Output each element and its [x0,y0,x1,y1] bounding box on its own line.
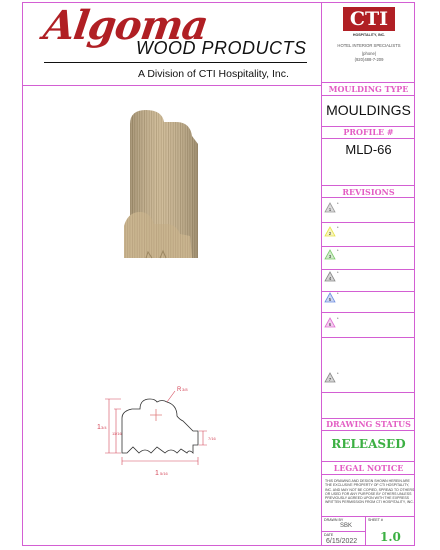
revision-marker: * [337,371,339,376]
radius-fraction: 3/8 [182,387,188,392]
revision-number: 5 [328,297,332,303]
profile-value: MLD-66 [345,142,392,157]
revision-triangle-icon [324,249,336,260]
title-block-rule [321,474,415,475]
title-block-rule [321,82,415,83]
legal-notice-text: THIS DRAWING AND DESIGN SHOWN HEREIN ARE THE EXCLUSIVE PROPERTY OF CTI HOSPITALITY, INC. AND MAY NOT BE COPIED, SPREAD TO OTHERS OR USED FOR ANY PURPOSE BY OTHERS UNLESS PREVIOUSLY AGREED UPON WITH THE EXPRESS WRITTEN PERMISSION FROM CTI HOSPITALITY, INC. [325,479,415,505]
revision-row-divider [321,269,415,270]
revision-marker: * [337,248,339,253]
date-label: DATE [324,533,334,537]
moulding-type-value: MOULDINGS [326,102,411,118]
revisions-title: REVISIONS [342,187,395,197]
title-block-rule [321,185,415,186]
revision-triangle-icon [324,271,336,282]
profile-dimension-drawing [95,383,240,483]
revision-row-divider [321,246,415,247]
revision-triangle-icon [324,372,336,383]
width-fraction: 5/16 [160,471,168,476]
revision-triangle-icon [324,317,336,328]
revision-row-divider [321,312,415,313]
revision-number: 6 [328,322,332,328]
moulding-type-title: MOULDING TYPE [328,84,409,94]
moulding-3d-render [120,108,205,268]
algoma-logo-script: Algoma [40,2,211,49]
revision-marker: * [337,270,339,275]
mid-height-fraction: 11/16 [112,431,122,436]
date-value: 6/15/2022 [326,538,358,545]
revision-marker: * [337,316,339,321]
sheet-number-label: SHEET # [368,518,383,522]
drawn-by-value: SBK [340,523,353,529]
height-fraction: 3/4 [101,425,107,430]
revision-row-divider [321,392,415,393]
title-block-rule [321,138,415,139]
title-block-rule [321,197,415,198]
drawn-by-label: DRAWN BY [324,518,344,522]
revision-row-divider [321,222,415,223]
revision-number: 3 [328,254,332,260]
division-text: A Division of CTI Hospitality, Inc. [138,68,289,80]
revision-number: 2 [328,231,332,237]
logo-underline [44,62,307,63]
width-whole: 1 [155,470,159,477]
profile-title: PROFILE # [343,127,394,137]
cti-tagline: HOTEL INTERIOR SPECIALISTS [337,43,401,48]
revision-marker: * [337,225,339,230]
wood-products-logo-text: WOOD PRODUCTS [136,38,307,58]
cti-phone: (920)488-7-209 [354,57,384,62]
title-block-rule [321,430,415,431]
revision-number: 4 [328,276,332,282]
revision-number: 7 [328,377,332,383]
cti-company-name: HOSPITALITY, INC. [352,33,386,37]
cti-logo: CTI [343,7,395,31]
height-whole: 1 [97,424,101,431]
revision-triangle-icon [324,292,336,303]
drawing-status-value: RELEASED [331,437,406,451]
radius-letter: R [177,387,182,393]
right-height-fraction: 7/16 [208,436,216,441]
revision-marker: * [337,291,339,296]
title-block-rule [321,516,415,517]
footer-divider [365,516,366,546]
revision-triangle-icon [324,202,336,213]
revision-marker: * [337,201,339,206]
revision-number: 1 [328,207,332,213]
legal-notice-title: LEGAL NOTICE [333,463,404,473]
cti-phone-label: (phone) [361,51,377,56]
revision-triangle-icon [324,226,336,237]
drawing-status-title: DRAWING STATUS [326,419,411,429]
title-block-rule [321,461,415,462]
revision-row-divider [321,337,415,338]
header-divider [22,85,322,86]
sheet-number-value: 1.0 [380,530,401,544]
footer-rule [321,531,365,532]
title-block-rule [321,95,415,96]
